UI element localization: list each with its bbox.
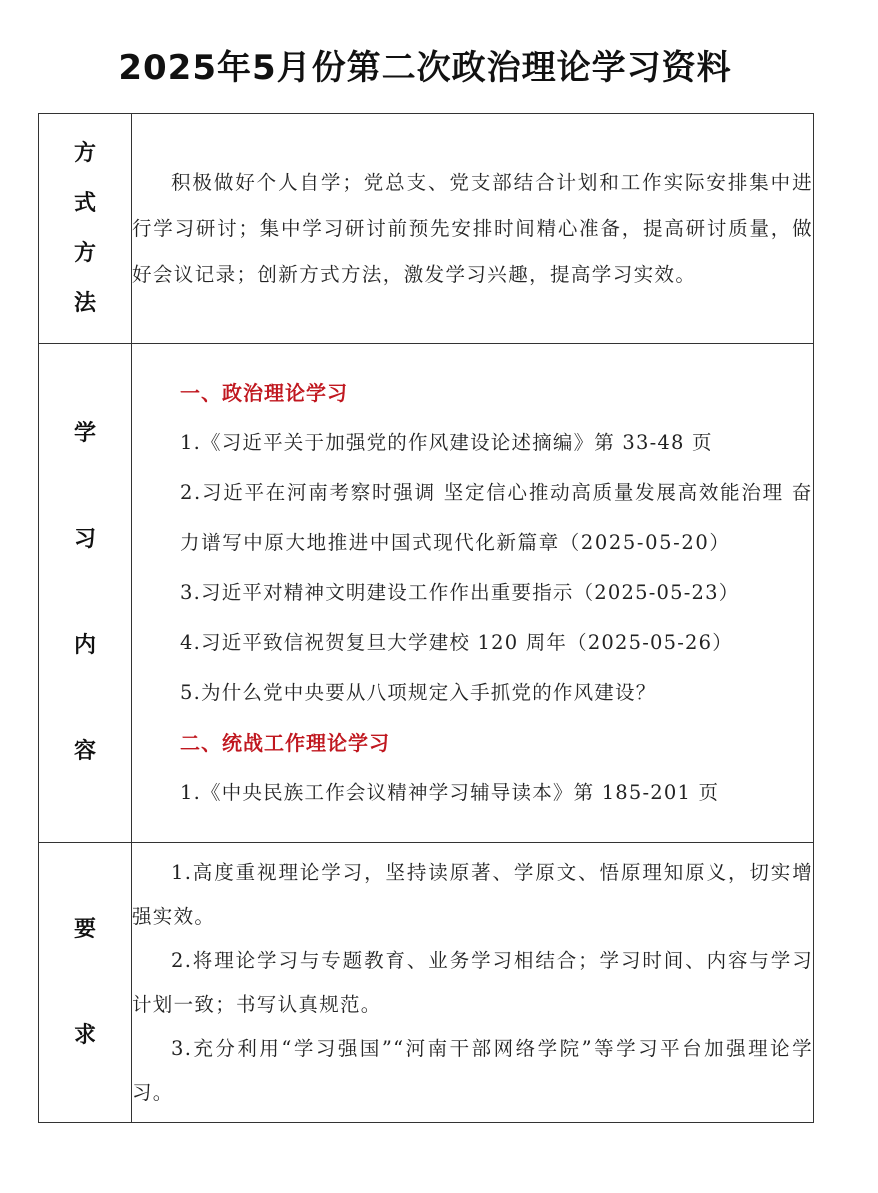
method-text: 积极做好个人自学；党总支、党支部结合计划和工作实际安排集中进行学习研讨；集中学习研讨前预先安排时间精心准备，提高研讨质量，做好会议记录；创新方式方法，激发学习兴趣，提高学习实效。 <box>132 170 813 286</box>
content-label-char: 容 <box>73 739 96 764</box>
list-item: 1.《中央民族工作会议精神学习辅导读本》第 185-201 页 <box>180 781 720 804</box>
content-list <box>132 368 813 818</box>
requirements-label-char: 求 <box>73 1022 96 1048</box>
list-item: 5.为什么党中央要从八项规定入手抓党的作风建设？ <box>180 681 657 704</box>
requirements-label-cell <box>39 843 132 1123</box>
section-heading-political-theory: 一、政治理论学习 <box>180 381 348 405</box>
method-body-cell <box>132 114 814 344</box>
content-label-char: 习 <box>73 527 96 552</box>
list-item: 1.《习近平关于加强党的作风建设论述摘编》第 33-48 页 <box>180 431 713 454</box>
method-label-char: 方 <box>73 140 96 166</box>
requirement-item: 3.充分利用“学习强国”“河南干部网络学院”等学习平台加强理论学习。 <box>132 1036 813 1104</box>
page-title: 2025年5月份第二次政治理论学习资料 <box>118 48 732 88</box>
requirements-body-cell <box>132 843 814 1123</box>
content-label-char: 学 <box>73 421 96 446</box>
requirement-item: 1.高度重视理论学习，坚持读原著、学原文、悟原理知原义，切实增强实效。 <box>132 860 813 928</box>
requirement-item: 2.将理论学习与专题教育、业务学习相结合；学习时间、内容与学习计划一致；书写认真规范。 <box>132 948 813 1016</box>
list-item: 4.习近平致信祝贺复旦大学建校 120 周年（2025-05-26） <box>180 631 733 654</box>
list-item: 2.习近平在河南考察时强调 坚定信心推动高质量发展高效能治理 奋力谱写中原大地推进中国式现代化新篇章（2025-05-20） <box>180 481 813 554</box>
study-material-table <box>38 113 814 1123</box>
method-label-char: 式 <box>73 190 96 216</box>
content-body-cell <box>132 344 814 843</box>
method-label-cell <box>39 114 132 344</box>
content-label-cell <box>39 344 132 843</box>
requirements-label-char: 要 <box>73 916 96 942</box>
list-item: 3.习近平对精神文明建设工作作出重要指示（2025-05-23） <box>180 581 740 604</box>
method-label-char: 方 <box>73 240 96 266</box>
table-row-requirements <box>39 843 814 1123</box>
method-label-char: 法 <box>73 290 96 316</box>
section-heading-united-front: 二、统战工作理论学习 <box>180 731 390 755</box>
table-row-method <box>39 114 814 344</box>
content-label-char: 内 <box>73 633 96 658</box>
table-row-content <box>39 344 814 843</box>
